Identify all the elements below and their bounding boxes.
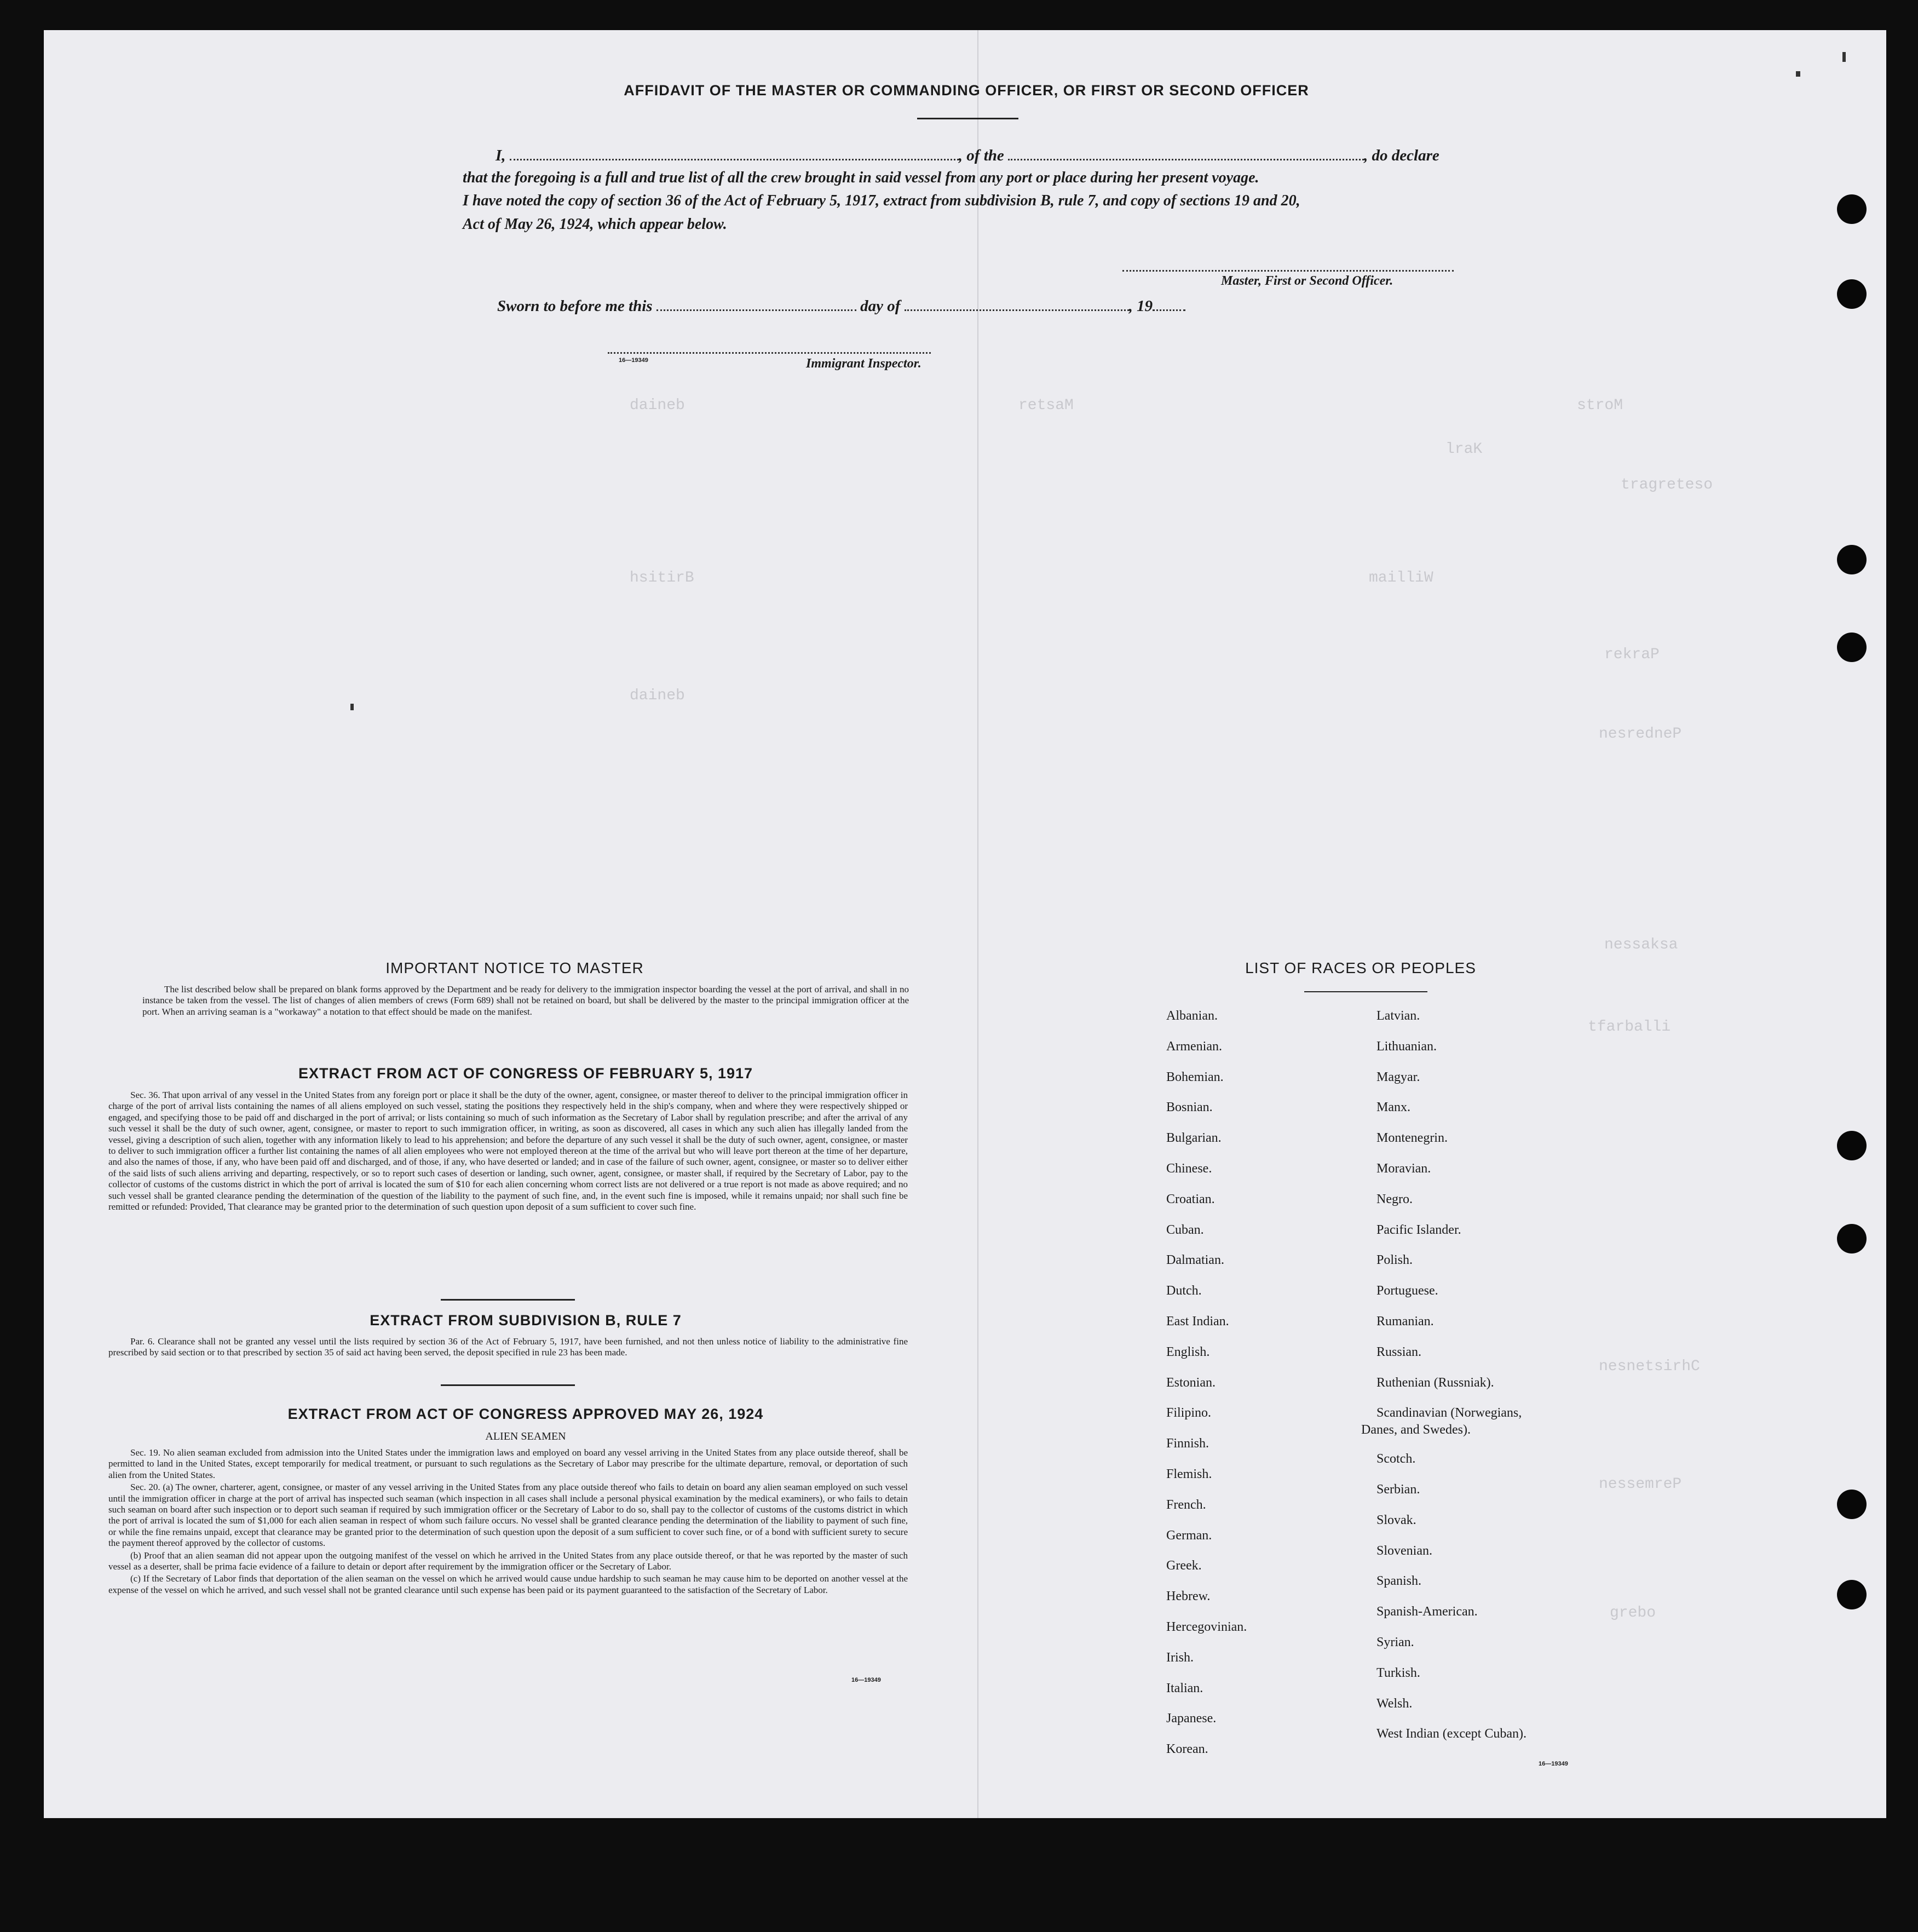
master-signature-line[interactable] (1122, 270, 1454, 272)
race-item: Welsh. (1376, 1696, 1413, 1711)
form-number: 16—19349 (619, 357, 648, 364)
race-item: Flemish. (1166, 1467, 1212, 1481)
ink-speck (1796, 71, 1800, 77)
race-item: Bohemian. (1166, 1070, 1224, 1084)
bleed-through-text: nesredneP (1599, 726, 1682, 743)
race-item: Bosnian. (1166, 1100, 1213, 1115)
section-20b-paragraph: (b) Proof that an alien seaman did not appear upon the outgoing manifest of the vessel on which he arrived in the United States from any place outside thereof, or that he was reported by the master of such vessel as a deserter, shall be prima facie evidence of a failure to detain or deport after requirement by the immigration officer or the Secretary of Labor. (108, 1550, 908, 1572)
bleed-through-text: rekraP (1604, 646, 1660, 663)
race-item: English. (1166, 1344, 1210, 1359)
affiant-name-field[interactable] (510, 159, 959, 160)
race-item: Hebrew. (1166, 1589, 1211, 1604)
race-item: Irish. (1166, 1650, 1194, 1665)
race-item: Dalmatian. (1166, 1253, 1224, 1268)
race-item: West Indian (except Cuban). (1376, 1727, 1527, 1741)
race-item: Lithuanian. (1376, 1039, 1437, 1054)
alien-seamen-subtitle: ALIEN SEAMEN (485, 1430, 566, 1442)
affidavit-line-3: I have noted the copy of section 36 of the Act of February 5, 1917, extract from subdivision B, rule 7, and copy of sections 19 and 20, (463, 192, 1300, 209)
race-item: Slovenian. (1376, 1543, 1432, 1558)
race-item: Spanish. (1376, 1574, 1422, 1589)
extract-1924-text (108, 1447, 908, 1597)
declare-label: , do declare (1364, 147, 1439, 164)
bleed-through-text: daineb (630, 397, 685, 414)
extract-1917-title: EXTRACT FROM ACT OF CONGRESS OF FEBRUARY 5, 1917 (298, 1065, 753, 1082)
race-item: Russian. (1376, 1344, 1422, 1359)
race-item: Polish. (1376, 1253, 1413, 1268)
ink-speck (350, 704, 354, 710)
section-rule (441, 1384, 575, 1386)
notice-paragraph: The list described below shall be prepared on blank forms approved by the Department and be ready for delivery to the immigration inspector boarding the vessel at the port of arrival, and shall in no instance be taken from the vessel. The list of changes of alien members of crews (Form 689) shall not be retained on board, but shall be delivered by the master to the principal immigration officer at the port. When an arriving seaman is a "workaway" a notation to that effect should be made on the manifest. (142, 984, 909, 1017)
section-36-paragraph: Sec. 36. That upon arrival of any vessel in the United States from any foreign port or place it shall be the duty of the owner, agent, consignee, or master thereof to deliver to the principal immigration officer in charge of the port of arrival lists containing the names of all aliens employed on such vessel, stating the positions they respectively held in the ship's company, when and where they were respectively shipped or engaged, and specifying those to be paid off and discharged in the port of arrival; or lists containing so much of such information as the Secretary of Labor shall by regulation prescribe; and after the arrival of any such vessel it shall be the duty of such owner, agent, consignee, or master to report to such immigration officer, in writing, as soon as discovered, all cases in which any such alien has illegally landed from the vessel, giving a description of such alien, together with any information likely to lead to his apprehension; and before the departure of any such vessel it shall be the duty of such owner, agent, consignee, or master to deliver to such immigration officer a further list containing the names of all alien employees who were not employed thereon at the time of the arrival but who will leave port thereon at the time of her departure, and also the names of those, if any, who have been paid off and discharged, and of those, if any, who have deserted or landed; and in case of the failure of such owner, agent, consignee, or master so to deliver either of the said lists of such aliens arriving and departing, respectively, or so to report such cases of desertion or landing, such owner, agent, consignee, or master shall, if required by the Secretary of Labor, pay to the collector of customs of the customs district in which the port of arrival is located the sum of $10 for each alien concerning whom correct lists are not delivered or a true report is not made as above required; and no such vessel shall be granted clearance pending the determination of the question of the liability to the payment of such fine, and, in the event such fine is imposed, while it remains unpaid; nor shall such fine be remitted or refunded: Provided, That clearance may be granted prior to the determination of such question upon deposit of a sum sufficient to cover such fine. (108, 1090, 908, 1212)
race-item: Armenian. (1166, 1039, 1222, 1054)
extract-1924-title: EXTRACT FROM ACT OF CONGRESS APPROVED MAY 26, 1924 (287, 1406, 764, 1422)
race-item: Bulgarian. (1166, 1131, 1222, 1146)
extract-1917-text (108, 1090, 908, 1214)
race-item: East Indian. (1166, 1314, 1229, 1329)
bleed-through-text: nessaksa (1604, 936, 1678, 953)
race-item: Slovak. (1376, 1513, 1416, 1527)
form-number: 16—19349 (1539, 1761, 1568, 1767)
race-item: French. (1166, 1497, 1206, 1512)
race-item: Korean. (1166, 1742, 1208, 1757)
race-item: Serbian. (1376, 1482, 1420, 1497)
race-item: Greek. (1166, 1559, 1202, 1573)
affiant-label: I, (496, 147, 506, 164)
race-item: Rumanian. (1376, 1314, 1434, 1329)
sworn-year-field[interactable] (1153, 309, 1185, 311)
race-item: Albanian. (1166, 1009, 1218, 1023)
races-title: LIST OF RACES OR PEOPLES (1245, 959, 1476, 976)
race-item: Montenegrin. (1376, 1131, 1448, 1146)
races-title-rule (1304, 991, 1427, 992)
race-item: Negro. (1376, 1192, 1413, 1206)
form-number: 16—19349 (851, 1677, 881, 1683)
binder-hole (1837, 1580, 1867, 1609)
race-item: Magyar. (1376, 1070, 1420, 1084)
bleed-through-text: daineb (630, 687, 685, 704)
title-rule (917, 118, 1018, 119)
race-item: Cuban. (1166, 1222, 1204, 1237)
affidavit-title: AFFIDAVIT OF THE MASTER OR COMMANDING OFFICER, OR FIRST OR SECOND OFFICER (624, 82, 1309, 99)
ink-speck (1842, 52, 1846, 62)
vessel-name-field[interactable] (1008, 159, 1364, 160)
inspector-caption: Immigrant Inspector. (806, 357, 921, 371)
race-item: Spanish-American. (1376, 1605, 1478, 1619)
bleed-through-text: retsaM (1018, 397, 1074, 414)
race-item: Danes, and Swedes). (1361, 1423, 1471, 1438)
year-label: , 19 (1128, 297, 1153, 315)
rule-7-title: EXTRACT FROM SUBDIVISION B, RULE 7 (370, 1312, 682, 1329)
bleed-through-text: tfarballi (1588, 1019, 1671, 1036)
affidavit-line-4: Act of May 26, 1924, which appear below. (463, 216, 727, 233)
section-19-paragraph: Sec. 19. No alien seaman excluded from admission into the United States under the immigration laws and employed on board any vessel arriving in the United States from any place outside thereof, shall be permitted to land in the United States, except temporarily for medical treatment, or pursuant to such regulations as the Secretary of Labor may prescribe for the ultimate departure, removal, or deportation of such alien from the United States. (108, 1447, 908, 1480)
race-item: Hercegovinian. (1166, 1620, 1247, 1634)
bleed-through-text: lraK (1445, 441, 1483, 458)
binder-hole (1837, 1224, 1867, 1254)
binder-hole (1837, 279, 1867, 309)
race-item: Chinese. (1166, 1162, 1212, 1176)
race-item: Turkish. (1376, 1665, 1420, 1680)
race-item: Scandinavian (Norwegians, (1376, 1406, 1522, 1421)
bleed-through-text: nessemreP (1599, 1476, 1682, 1493)
bleed-through-text: mailliW (1369, 570, 1433, 586)
of-the-label: , of the (958, 147, 1004, 164)
section-20a-paragraph: Sec. 20. (a) The owner, charterer, agent, consignee, or master of any vessel arriving in the United States from any place outside thereof who fails to detain on board any alien seaman employed on such vessel until the immigration officer in charge at the port of arrival has inspected such seaman (which inspection in all cases shall include a personal physical examination by the medical examiners), or who fails to detain such seaman on board after such inspection or to deport such seaman if required by such immigration officer or the Secretary of Labor to do so, shall pay to the collector of customs of the customs district in which the port of arrival is located the sum of $1,000 for each alien seaman in respect of whom such failure occurs. No vessel shall be granted clearance pending the determination of the liability to payment of such fine, or while the fine remains unpaid, except that clearance may be granted prior to the determination of such question upon the deposit of a sum sufficient to cover such fine, or of a bond with sufficient surety to secure the payment thereof approved by the collector of customs. (108, 1482, 908, 1549)
race-item: Japanese. (1166, 1711, 1217, 1726)
binder-hole (1837, 194, 1867, 224)
race-item: Syrian. (1376, 1635, 1414, 1649)
master-caption: Master, First or Second Officer. (1221, 274, 1393, 288)
race-item: Estonian. (1166, 1375, 1216, 1390)
affidavit-line-1 (496, 147, 1476, 165)
bleed-through-text: grebo (1610, 1605, 1656, 1622)
race-item: Filipino. (1166, 1406, 1212, 1421)
race-item: Ruthenian (Russniak). (1376, 1375, 1494, 1390)
section-20c-paragraph: (c) If the Secretary of Labor finds that deportation of the alien seaman on the vessel on which he arrived would cause undue hardship to such seaman he may cause him to be deported on another vessel at the expense of the vessel on which he arrived, and such vessel shall not be granted clearance until such expense has been paid or its payment guaranteed to the satisfaction of the Secretary of Labor. (108, 1573, 908, 1595)
bleed-through-text: nesnetsirhC (1599, 1358, 1700, 1375)
sworn-line (497, 297, 1264, 315)
notice-text (142, 984, 909, 1019)
sworn-label: Sworn to before me this (497, 297, 653, 315)
race-item: Pacific Islander. (1376, 1222, 1461, 1237)
section-rule (441, 1299, 575, 1301)
sworn-month-field[interactable] (905, 309, 1129, 311)
race-item: German. (1166, 1528, 1212, 1543)
day-of-label: day of (860, 297, 901, 315)
bleed-through-text: hsitirB (630, 570, 694, 586)
race-item: Scotch. (1376, 1452, 1416, 1467)
race-item: Portuguese. (1376, 1284, 1438, 1298)
affidavit-line-2: that the foregoing is a full and true list of all the crew brought in said vessel from any port or place during her present voyage. (463, 169, 1259, 186)
race-item: Croatian. (1166, 1192, 1215, 1206)
binder-hole (1837, 1490, 1867, 1519)
race-item: Finnish. (1166, 1436, 1209, 1451)
sworn-day-field[interactable] (656, 309, 856, 311)
rule-7-paragraph: Par. 6. Clearance shall not be granted any vessel until the lists required by section 36 of the Act of February 5, 1917, have been furnished, and not then unless notice of liability to the administrative fine prescribed by said section or to that prescribed by section 35 of said act having been served, the deposit specified in rule 23 has been made. (108, 1336, 908, 1358)
race-item: Manx. (1376, 1100, 1410, 1115)
race-item: Dutch. (1166, 1284, 1202, 1298)
bleed-through-text: stroM (1577, 397, 1623, 414)
binder-hole (1837, 1131, 1867, 1160)
race-item: Italian. (1166, 1681, 1203, 1695)
rule-7-text (108, 1336, 908, 1360)
race-item: Moravian. (1376, 1162, 1431, 1176)
notice-title: IMPORTANT NOTICE TO MASTER (385, 959, 644, 976)
binder-hole (1837, 633, 1867, 662)
inspector-signature-line[interactable] (608, 352, 931, 354)
race-item: Latvian. (1376, 1009, 1420, 1023)
binder-hole (1837, 545, 1867, 574)
bleed-through-text: tragreteso (1621, 476, 1713, 493)
